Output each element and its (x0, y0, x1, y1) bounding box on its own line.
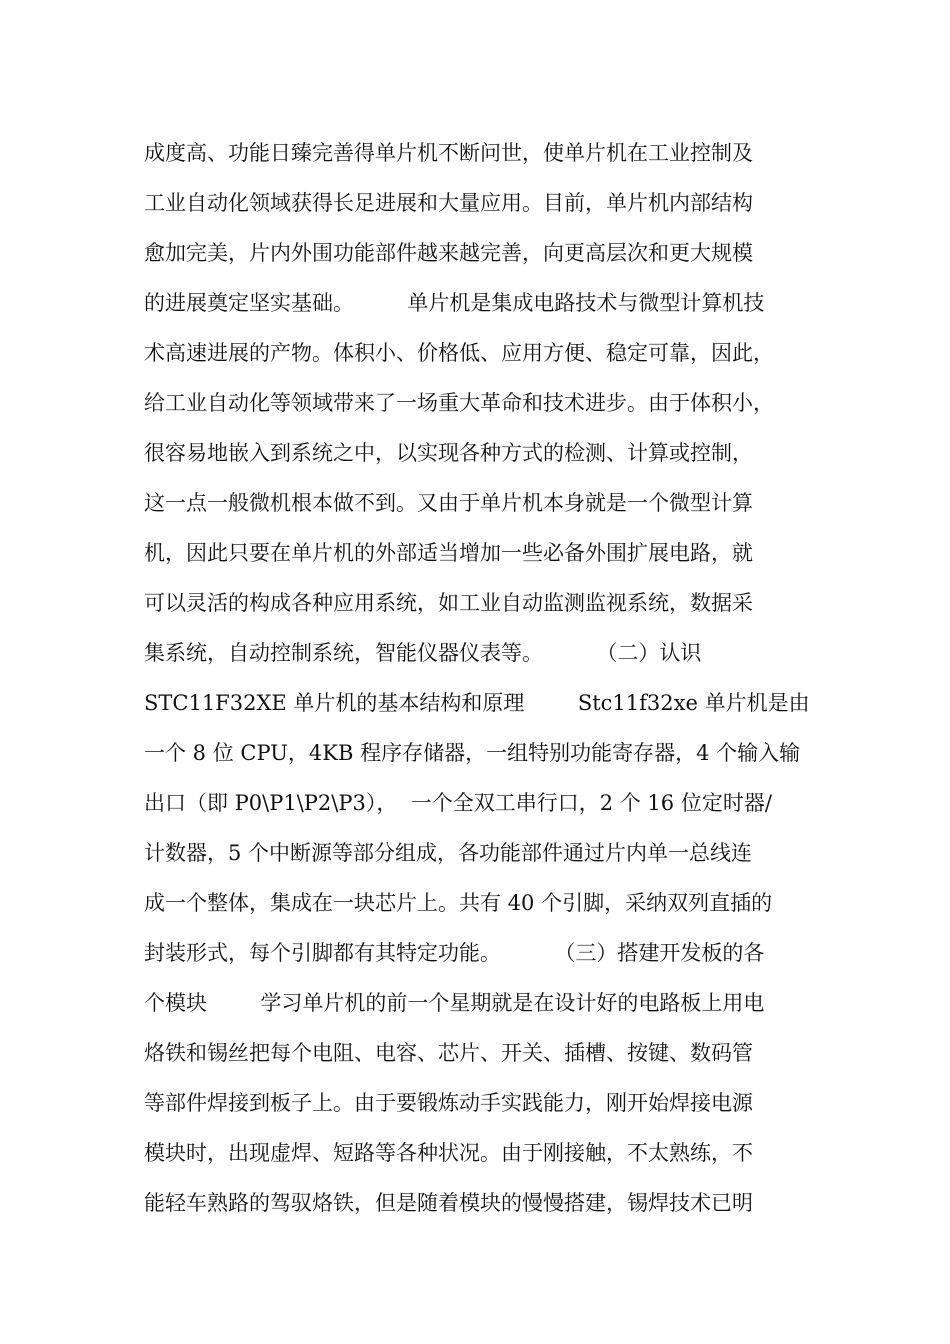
text-line: 成度高、功能日臻完善得单片机不断问世，使单片机在工业控制及 (144, 141, 753, 165)
text-line: 工业自动化领域获得长足进展和大量应用。目前，单片机内部结构 (144, 191, 753, 215)
text-line: 一个 8 位 CPU，4KB 程序存储器，一组特别功能寄存器，4 个输入输 (144, 741, 801, 765)
text-line: 的进展奠定坚实基础。 单片机是集成电路技术与微型计算机技 (144, 291, 765, 315)
text-line: 个模块 学习单片机的前一个星期就是在设计好的电路板上用电 (144, 991, 765, 1015)
text-line: 烙铁和锡丝把每个电阻、电容、芯片、开关、插槽、按键、数码管 (144, 1041, 753, 1065)
text-line: 术高速进展的产物。体积小、价格低、应用方便、稳定可靠，因此， (144, 341, 774, 365)
text-line: 成一个整体，集成在一块芯片上。共有 40 个引脚，采纳双列直插的 (144, 891, 773, 915)
text-line: 出口（即 P0\P1\P2\P3）， 一个全双工串行口，2 个 16 位定时器/ (144, 791, 772, 815)
text-line: 能轻车熟路的驾驭烙铁，但是随着模块的慢慢搭建，锡焊技术已明 (144, 1191, 753, 1215)
text-line: 等部件焊接到板子上。由于要锻炼动手实践能力，刚开始焊接电源 (144, 1091, 753, 1115)
text-line: 封装形式，每个引脚都有其特定功能。 （三）搭建开发板的各 (144, 941, 765, 965)
text-line: 很容易地嵌入到系统之中，以实现各种方式的检测、计算或控制， (144, 441, 753, 465)
text-line: 模块时，出现虚焊、短路等各种状况。由于刚接触，不太熟练，不 (144, 1141, 753, 1165)
text-line: 给工业自动化等领域带来了一场重大革命和技术进步。由于体积小， (144, 391, 774, 415)
body-text (144, 128, 844, 1228)
text-line: 愈加完美，片内外围功能部件越来越完善，向更高层次和更大规模 (144, 241, 753, 265)
text-line: 计数器，5 个中断源等部分组成，各功能部件通过片内单一总线连 (144, 841, 753, 865)
text-line: 集系统，自动控制系统，智能仪器仪表等。 （二）认识 (144, 641, 702, 665)
text-line: 这一点一般微机根本做不到。又由于单片机本身就是一个微型计算 (144, 491, 753, 515)
text-line: STC11F32XE 单片机的基本结构和原理 Stc11f32xe 单片机是由 (144, 691, 810, 715)
text-line: 可以灵活的构成各种应用系统，如工业自动监测监视系统，数据采 (144, 591, 753, 615)
text-line: 机，因此只要在单片机的外部适当增加一些必备外围扩展电路，就 (144, 541, 753, 565)
